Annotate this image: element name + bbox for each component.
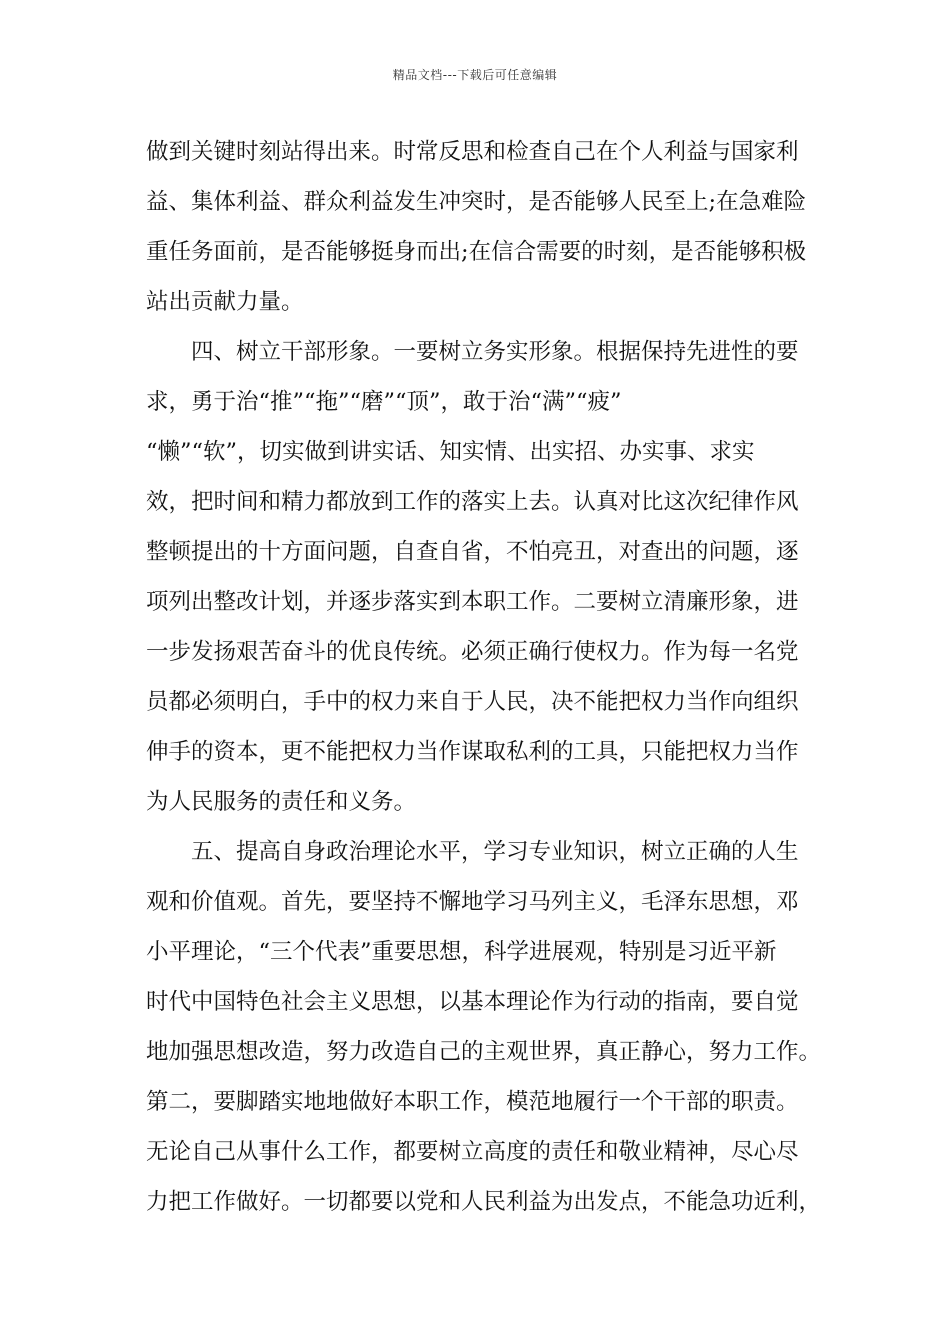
text-line-12: 员都必须明白，手中的权力来自于人民，决不能把权力当作向组织 — [146, 689, 799, 715]
text-line-7: “懒”“软”，切实做到讲实话、知实情、出实招、办实事、求实 — [146, 439, 755, 465]
text-line-21: 无论自己从事什么工作，都要树立高度的责任和敬业精神，尽心尽 — [146, 1139, 799, 1165]
text-line-5: 四、树立干部形象。一要树立务实形象。根据保持先进性的要 — [191, 339, 799, 365]
text-line-18: 时代中国特色社会主义思想，以基本理论作为行动的指南，要自觉 — [146, 989, 799, 1015]
text-line-17: 小平理论，“三个代表”重要思想，科学进展观，特别是习近平新 — [146, 939, 777, 965]
text-line-16: 观和价值观。首先，要坚持不懈地学习马列主义，毛泽东思想，邓 — [146, 889, 799, 915]
text-line-19: 地加强思想改造，努力改造自己的主观世界，真正静心，努力工作。 — [146, 1039, 822, 1065]
text-line-20: 第二，要脚踏实地地做好本职工作，模范地履行一个干部的职责。 — [146, 1089, 799, 1115]
text-line-15: 五、提高自身政治理论水平，学习专业知识，树立正确的人生 — [191, 839, 799, 865]
text-line-11: 一步发扬艰苦奋斗的优良传统。必须正确行使权力。作为每一名党 — [146, 639, 799, 665]
page-header: 精品文档---下载后可任意编辑 — [392, 68, 558, 82]
text-line-9: 整顿提出的十方面问题，自查自省，不怕亮丑，对查出的问题，逐 — [146, 539, 799, 565]
text-line-10: 项列出整改计划，并逐步落实到本职工作。二要树立清廉形象，进 — [146, 589, 799, 615]
text-line-4: 站出贡献力量。 — [146, 289, 304, 315]
text-line-14: 为人民服务的责任和义务。 — [146, 789, 417, 815]
text-line-1: 做到关键时刻站得出来。时常反思和检查自己在个人利益与国家利 — [146, 139, 799, 165]
text-line-6: 求，勇于治“推”“拖”“磨”“顶”，敢于治“满”“疲” — [146, 389, 622, 415]
text-line-3: 重任务面前，是否能够挺身而出;在信合需要的时刻，是否能够积极 — [146, 239, 807, 265]
text-line-2: 益、集体利益、群众利益发生冲突时，是否能够人民至上;在急难险 — [146, 189, 807, 215]
text-line-8: 效，把时间和精力都放到工作的落实上去。认真对比这次纪律作风 — [146, 489, 799, 515]
text-line-13: 伸手的资本，更不能把权力当作谋取私利的工具，只能把权力当作 — [146, 739, 799, 765]
text-line-22: 力把工作做好。一切都要以党和人民利益为出发点，不能急功近利， — [146, 1189, 822, 1215]
